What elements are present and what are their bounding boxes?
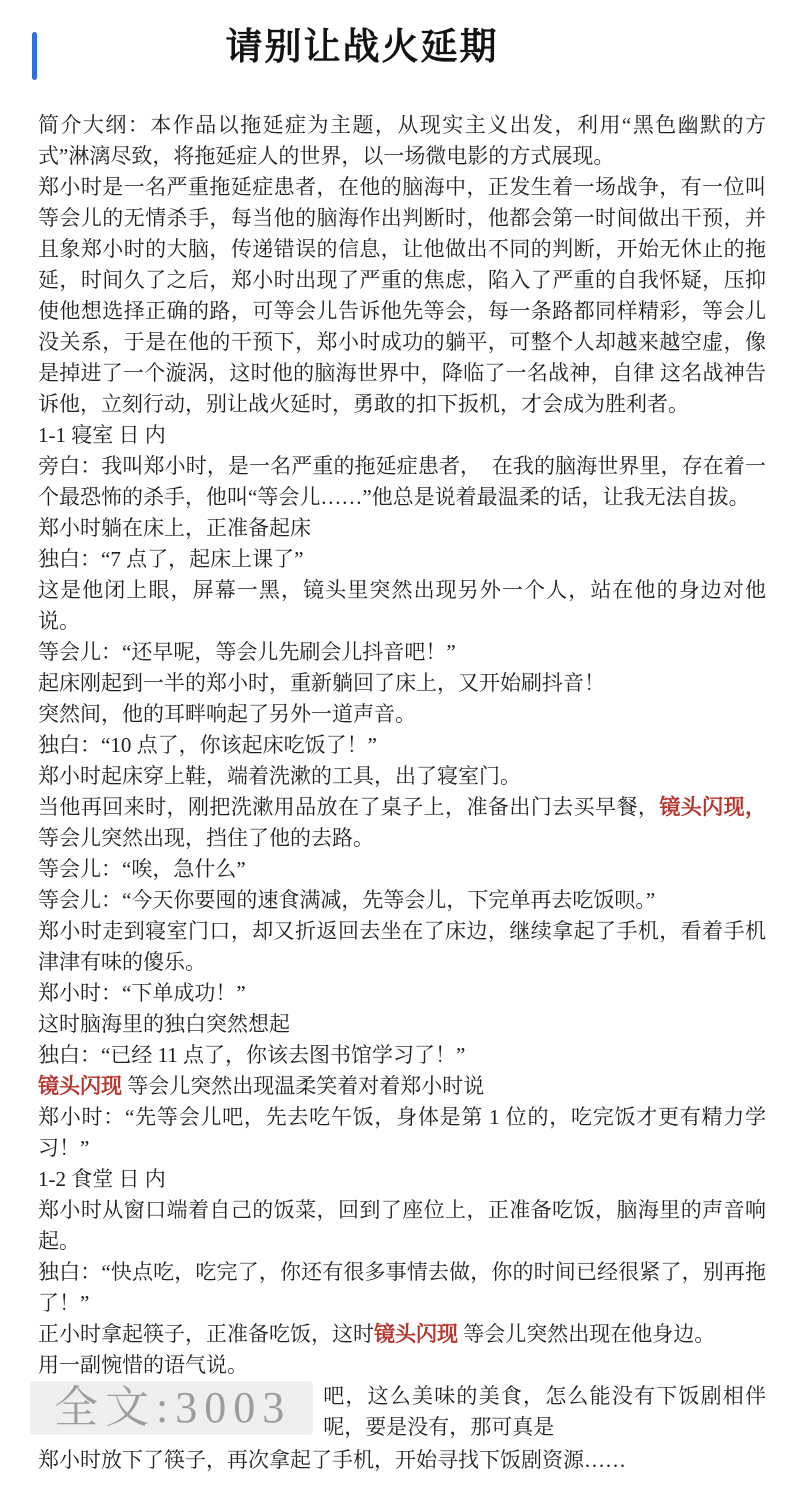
paragraph (38, 668, 766, 699)
paragraph (38, 1381, 766, 1443)
text-run: 郑小时起床穿上鞋，端着洗漱的工具，出了寝室门。 (38, 764, 521, 788)
text-run: 等会儿突然出现，挡住了他的去路。 (38, 826, 374, 850)
paragraph (38, 513, 766, 544)
paragraph (38, 1009, 766, 1040)
paragraph (38, 110, 766, 172)
text-run: 用一副惋惜的语气说。 (38, 1353, 248, 1377)
text-run: 郑小时从窗口端着自己的饭菜，回到了座位上，正准备吃饭，脑海里的声音响起。 (38, 1198, 766, 1253)
word-count-watermark: 全文:3003 (30, 1381, 313, 1435)
paragraph (38, 172, 766, 420)
text-run: 这时脑海里的独白突然想起 (38, 1012, 290, 1036)
paragraph (38, 761, 766, 792)
text-run: 吧，这么美味的美食，怎么能没有下饭剧相伴呢，要是没有，那可真是 (323, 1384, 766, 1439)
text-run: 当他再回来时，刚把洗漱用品放在了桌子上，准备出门去买早餐， (38, 795, 660, 819)
text-run: 独白：“快点吃，吃完了，你还有很多事情去做，你的时间已经很紧了，别再拖了！” (38, 1260, 766, 1315)
text-run: 1-2 食堂 日 内 (38, 1167, 166, 1191)
script-body (0, 110, 800, 1506)
text-run: 这是他闭上眼，屏幕一黑，镜头里突然出现另外一个人，站在他的身边对他说。 (38, 578, 766, 633)
text-run: 独白：“7 点了，起床上课了” (38, 547, 304, 571)
paragraph (38, 1445, 766, 1476)
text-run: 郑小时躺在床上，正准备起床 (38, 516, 311, 540)
text-run: 郑小时：“先等会儿吧，先去吃午饭，身体是第 1 位的，吃完饭才更有精力学习！” (38, 1105, 766, 1160)
paragraph (38, 730, 766, 761)
text-run: 1-1 寝室 日 内 (38, 423, 166, 447)
paragraph (38, 575, 766, 637)
paragraph (38, 1350, 766, 1381)
text-run: 等会儿突然出现温柔笑着对着郑小时说 (122, 1074, 485, 1098)
text-run: 旁白：我叫郑小时，是一名严重的拖延症患者， 在我的脑海世界里，存在着一个最恐怖的杀手，他叫“等会儿……”他总是说着最温柔的话，让我无法自拔。 (38, 454, 766, 509)
camera-flash-highlight: 镜头闪现 (374, 1322, 458, 1346)
paragraph (38, 854, 766, 885)
camera-flash-highlight: 镜头闪现， (659, 795, 767, 819)
text-run: 独白：“10 点了，你该起床吃饭了！” (38, 733, 377, 757)
paragraph (38, 637, 766, 668)
paragraph (38, 978, 766, 1009)
paragraph (38, 544, 766, 575)
text-run: 等会儿：“还早呢，等会儿先刷会儿抖音吧！” (38, 640, 456, 664)
text-run: 郑小时：“下单成功！” (38, 981, 246, 1005)
scene-heading (38, 420, 766, 451)
camera-flash-highlight: 镜头闪现 (38, 1074, 122, 1098)
paragraph (38, 1195, 766, 1257)
text-run: 突然间，他的耳畔响起了另外一道声音。 (38, 702, 416, 726)
text-run: 等会儿突然出现在他身边。 (458, 1322, 716, 1346)
text-run: 郑小时放下了筷子，再次拿起了手机，开始寻找下饭剧资源…… (38, 1448, 626, 1472)
paragraph (38, 885, 766, 916)
text-run: 正小时拿起筷子，正准备吃饭，这时 (38, 1322, 374, 1346)
text-run: 郑小时是一名严重拖延症患者，在他的脑海中，正发生着一场战争，有一位叫等会儿的无情杀手，每当他的脑海作出判断时，他都会第一时间做出干预，并且象郑小时的大脑，传递错误的信息，让他做出不同的判断，开始无休止的拖延，时间久了之后，郑小时出现了严重的焦虑，陷入了严重的自我怀疑，压抑使他想选择正确的路，可等会儿告诉他先等会，每一条路都同样精彩，等会儿没关系，于是在他的干预下，郑小时成功的躺平，可整个人却越来越空虚，像是掉进了一个漩涡，这时他的脑海世界中，降临了一名战神，自律 这名战神告诉他，立刻行动，别让战火延时，勇敢的扣下扳机，才会成为胜利者。 (38, 175, 766, 416)
text-run: 郑小时走到寝室门口，却又折返回去坐在了床边，继续拿起了手机，看着手机津津有味的傻乐。 (38, 919, 766, 974)
paragraph (38, 1102, 766, 1164)
text-run: 等会儿：“今天你要囤的速食满减，先等会儿，下完单再去吃饭呗。” (38, 888, 656, 912)
scene-heading (38, 1164, 766, 1195)
title-accent-bar (32, 32, 37, 80)
paragraph (38, 1319, 766, 1350)
paragraph (38, 916, 766, 978)
page-title: 请别让战火延期 (225, 27, 499, 68)
text-run: 简介大纲：本作品以拖延症为主题，从现实主义出发，利用“黑色幽默的方式”淋漓尽致，将拖延症人的世界，以一场微电影的方式展现。 (38, 113, 766, 168)
paragraph (38, 699, 766, 730)
text-run: 起床刚起到一半的郑小时，重新躺回了床上，又开始刷抖音！ (38, 671, 605, 695)
paragraph (38, 1071, 766, 1102)
text-run: 独白：“已经 11 点了，你该去图书馆学习了！” (38, 1043, 466, 1067)
paragraph (38, 792, 766, 854)
paragraph (38, 451, 766, 513)
text-run: 等会儿：“唉，急什么” (38, 857, 246, 881)
paragraph (38, 1257, 766, 1319)
paragraph (38, 1040, 766, 1071)
